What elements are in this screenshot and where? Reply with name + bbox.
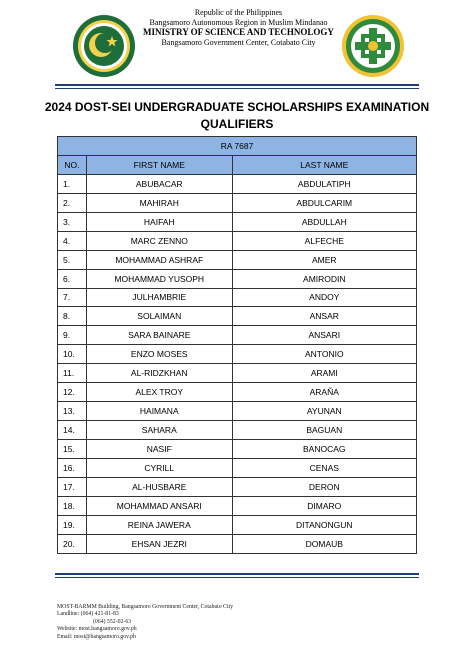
table-row (58, 383, 417, 402)
last-name-cell: ABDULLAH (232, 212, 416, 231)
first-name-cell: MARC ZENNO (86, 231, 232, 250)
first-name-cell: CYRILL (86, 458, 232, 477)
first-name-cell: MAHIRAH (86, 193, 232, 212)
last-name-cell: DERON (232, 477, 416, 496)
table-row (58, 534, 417, 553)
letterhead (136, 8, 341, 48)
first-name-cell: JULHAMBRIE (86, 288, 232, 307)
table-row (58, 326, 417, 345)
first-name-cell: SARA BAINARE (86, 326, 232, 345)
last-name-cell: ALFECHE (232, 231, 416, 250)
footer-landline-2: (064) 552-02-63 (93, 618, 132, 625)
header-rule (55, 84, 419, 86)
row-number: 20. (58, 534, 87, 553)
header-region: Bangsamoro Autonomous Region in Muslim Mindanao (149, 17, 328, 27)
last-name-cell: ANDOY (232, 288, 416, 307)
table-row (58, 440, 417, 459)
row-number: 17. (58, 477, 87, 496)
first-name-cell: ABUBACAR (86, 174, 232, 193)
footer-landline: Landline: (064) 421-81-83 (57, 611, 119, 618)
first-name-cell: AL-HUSBARE (86, 477, 232, 496)
table-row (58, 458, 417, 477)
table-row (58, 250, 417, 269)
first-name-cell: HAIMANA (86, 402, 232, 421)
row-number: 2. (58, 193, 87, 212)
table-row (58, 307, 417, 326)
table-row (58, 421, 417, 440)
table-row (58, 288, 417, 307)
last-name-cell: AMER (232, 250, 416, 269)
table-row (58, 193, 417, 212)
first-name-cell: MOHAMMAD YUSOPH (86, 269, 232, 288)
table-row (58, 212, 417, 231)
last-name-cell: ANSAR (232, 307, 416, 326)
title-line-1: 2024 DOST-SEI UNDERGRADUATE SCHOLARSHIPS EXAMINATION (44, 100, 430, 114)
table-row (58, 174, 417, 193)
last-name-cell: AYUNAN (232, 402, 416, 421)
footer-website: Website: most.bangsamoro.gov.ph (57, 626, 137, 633)
column-header-first-name: FIRST NAME (86, 155, 232, 174)
header-ministry: MINISTRY OF SCIENCE AND TECHNOLOGY (143, 27, 334, 38)
last-name-cell: ABDULATIPH (232, 174, 416, 193)
footer-contact (57, 604, 357, 641)
last-name-cell: ARAÑA (232, 383, 416, 402)
table-row (58, 364, 417, 383)
table-column-header (58, 155, 417, 174)
table-row (58, 269, 417, 288)
first-name-cell: NASIF (86, 440, 232, 459)
first-name-cell: ALEX TROY (86, 383, 232, 402)
row-number: 19. (58, 515, 87, 534)
row-number: 8. (58, 307, 87, 326)
last-name-cell: ANSARI (232, 326, 416, 345)
first-name-cell: MOHAMMAD ASHRAF (86, 250, 232, 269)
last-name-cell: DITANONGUN (232, 515, 416, 534)
footer-email: Email: most@bangsamoro.gov.ph (57, 633, 136, 640)
qualifiers-table (57, 136, 417, 554)
row-number: 6. (58, 269, 87, 288)
column-header-no: NO. (58, 155, 87, 174)
row-number: 18. (58, 496, 87, 515)
first-name-cell: SOLAIMAN (86, 307, 232, 326)
table-group-header (58, 137, 417, 156)
first-name-cell: AL-RIDZKHAN (86, 364, 232, 383)
row-number: 4. (58, 231, 87, 250)
bangsamoro-seal-icon (341, 14, 405, 78)
row-number: 13. (58, 402, 87, 421)
last-name-cell: DIMARO (232, 496, 416, 515)
row-number: 1. (58, 174, 87, 193)
table-row (58, 345, 417, 364)
table-row (58, 402, 417, 421)
title-line-2: QUALIFIERS (200, 117, 274, 131)
row-number: 5. (58, 250, 87, 269)
table-row (58, 477, 417, 496)
row-number: 15. (58, 440, 87, 459)
first-name-cell: REINA JAWERA (86, 515, 232, 534)
row-number: 10. (58, 345, 87, 364)
table-row (58, 496, 417, 515)
last-name-cell: ABDULCARIM (232, 193, 416, 212)
table-row (58, 515, 417, 534)
last-name-cell: CENAS (232, 458, 416, 477)
footer-rule-thin (55, 577, 419, 578)
group-label: RA 7687 (58, 137, 417, 156)
first-name-cell: ENZO MOSES (86, 345, 232, 364)
row-number: 7. (58, 288, 87, 307)
column-header-last-name: LAST NAME (232, 155, 416, 174)
last-name-cell: BAGUAN (232, 421, 416, 440)
header-address: Bangsamoro Government Center, Cotabato City (161, 37, 316, 47)
last-name-cell: AMIRODIN (232, 269, 416, 288)
header-rule-thin (55, 88, 419, 89)
last-name-cell: BANOCAG (232, 440, 416, 459)
last-name-cell: DOMAUB (232, 534, 416, 553)
row-number: 12. (58, 383, 87, 402)
table-row (58, 231, 417, 250)
first-name-cell: HAIFAH (86, 212, 232, 231)
first-name-cell: MOHAMMAD ANSARI (86, 496, 232, 515)
first-name-cell: SAHARA (86, 421, 232, 440)
last-name-cell: ANTONIO (232, 345, 416, 364)
last-name-cell: ARAMI (232, 364, 416, 383)
row-number: 11. (58, 364, 87, 383)
row-number: 16. (58, 458, 87, 477)
row-number: 3. (58, 212, 87, 231)
row-number: 9. (58, 326, 87, 345)
footer-address: MOST-BARMM Building, Bangsamoro Government Center, Cotabato City (57, 604, 234, 610)
first-name-cell: EHSAN JEZRI (86, 534, 232, 553)
ministry-seal-icon (72, 14, 136, 78)
header-country: Republic of the Philippines (194, 8, 283, 17)
page-title (40, 99, 434, 133)
footer-rule (55, 573, 419, 575)
row-number: 14. (58, 421, 87, 440)
